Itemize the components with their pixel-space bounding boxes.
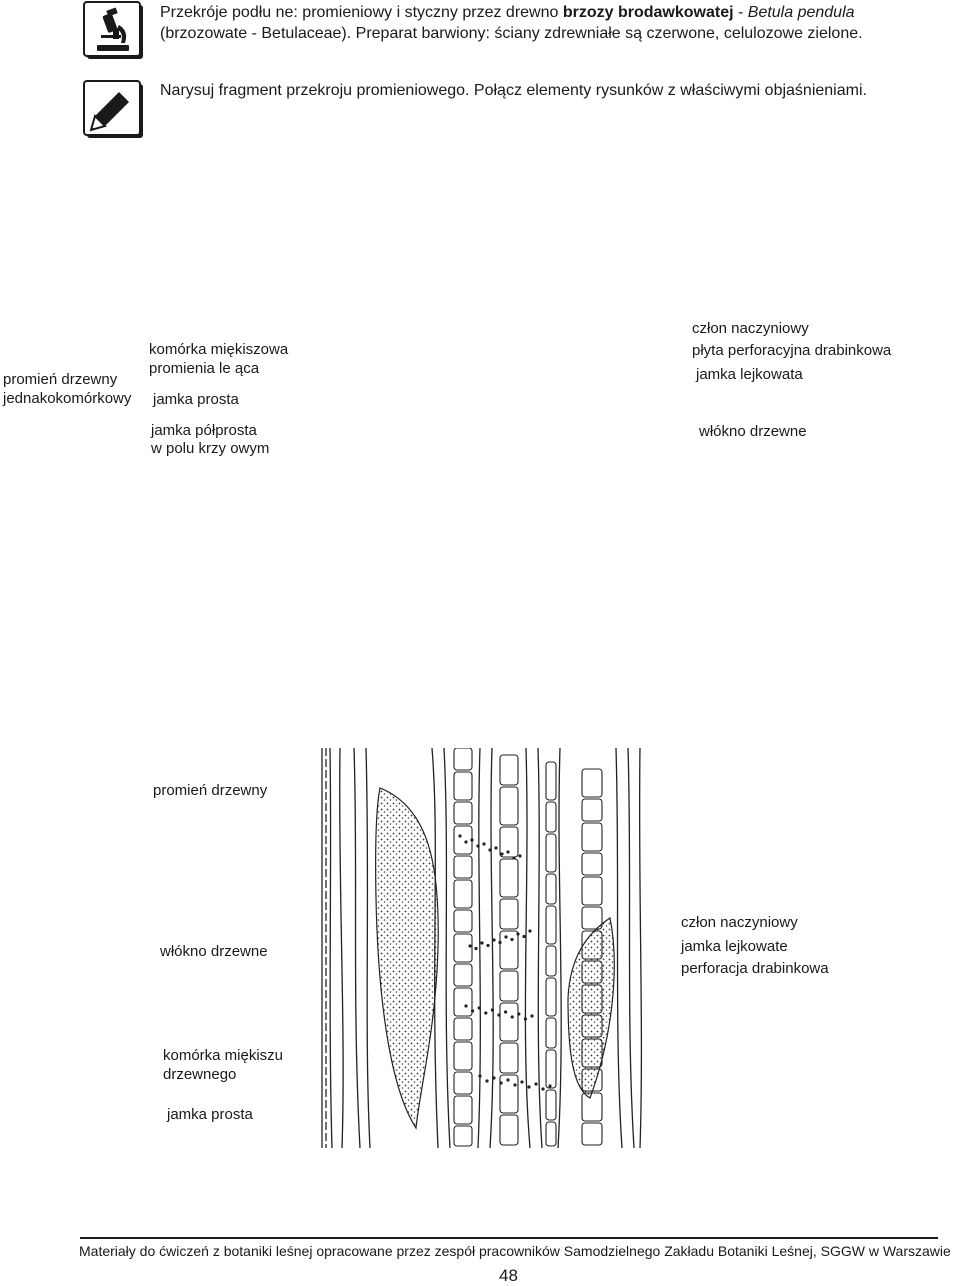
label-scalariform-plate: płyta perforacyjna drabinkowa — [692, 342, 892, 359]
ray-cell — [454, 1126, 472, 1146]
pit-bead — [464, 1004, 467, 1007]
ray-cell — [454, 1072, 472, 1094]
label-lower-fiber: włókno drzewne — [160, 943, 268, 960]
pit-bead — [512, 856, 515, 859]
footer-rule — [80, 1237, 938, 1239]
pit-bead — [504, 1010, 507, 1013]
pit-bead — [506, 850, 509, 853]
ray-cell — [454, 934, 472, 962]
intro-line2: (brzozowate - Betulaceae). Preparat barwiony: ściany zdrewniałe są czerwone, celulozowe zielone. — [160, 25, 863, 42]
pit-bead — [474, 947, 477, 950]
label-parenchyma-line1: komórka miękiszowa — [149, 341, 289, 358]
ray-cell — [454, 772, 472, 800]
pit-bead — [527, 1085, 530, 1088]
pit-bead — [530, 1014, 533, 1017]
pit-bead — [458, 834, 461, 837]
pit-bead — [517, 1012, 520, 1015]
ray-cell — [582, 823, 602, 851]
pit-bead — [484, 1011, 487, 1014]
pit-bead — [522, 935, 525, 938]
pit-bead — [500, 852, 503, 855]
ray-cell — [582, 1093, 602, 1121]
pit-bead — [485, 1079, 488, 1082]
intro-part2: - — [733, 4, 748, 21]
ray-cell — [582, 853, 602, 875]
ray-cell — [454, 988, 472, 1016]
ray-cell — [500, 1043, 518, 1073]
pit-bead — [482, 842, 485, 845]
ray-cell — [546, 1018, 556, 1048]
pit-bead — [504, 935, 507, 938]
label-lower-ray: promień drzewny — [153, 782, 268, 799]
pit-bead — [471, 1009, 474, 1012]
ray-cell — [500, 899, 518, 929]
pit-bead — [480, 941, 483, 944]
ray-cell — [546, 874, 556, 904]
ray-cell — [546, 834, 556, 872]
ray-cell — [546, 946, 556, 976]
ray-cell — [582, 907, 602, 929]
ray-cell — [454, 856, 472, 878]
ray-cell — [454, 1018, 472, 1040]
ray-cell — [546, 1090, 556, 1120]
task-instruction: Narysuj fragment przekroju promieniowego. Połącz elementy rysunków z właściwymi objaśnieniami. — [160, 82, 867, 99]
ray-cell — [500, 1003, 518, 1041]
pit-bead — [511, 1015, 514, 1018]
label-ray-line1: promień drzewny — [3, 371, 118, 388]
pit-bead — [464, 840, 467, 843]
pit-bead — [499, 1081, 502, 1084]
pit-bead — [497, 1013, 500, 1016]
wood-section-drawing — [320, 748, 646, 1148]
ray-cell — [454, 826, 472, 854]
pit-bead — [520, 1080, 523, 1083]
label-ray-line2: jednakokomórkowy — [3, 390, 132, 407]
label-lower-vessel-member: człon naczyniowy — [681, 914, 798, 931]
ray-cell — [454, 802, 472, 824]
pit-bead — [468, 944, 471, 947]
ray-cell — [500, 931, 518, 969]
pit-bead — [506, 1078, 509, 1081]
intro-part1: Przekróje podłu ne: promieniowy i styczny przez drewno — [160, 4, 563, 21]
label-wood-fiber: włókno drzewne — [699, 423, 807, 440]
ray-cell — [454, 748, 472, 770]
label-half-pit-line2: w polu krzy owym — [151, 440, 270, 457]
pit-bead — [528, 929, 531, 932]
pit-bead — [492, 1076, 495, 1079]
ray-cell — [546, 802, 556, 832]
pit-bead — [510, 938, 513, 941]
page-number: 48 — [499, 1266, 518, 1285]
species-latin-name: Betula pendula — [747, 4, 855, 21]
intro-text — [160, 2, 950, 44]
ray-cell — [454, 1042, 472, 1070]
ray-cell — [546, 1122, 556, 1146]
ray-cell — [500, 787, 518, 825]
pit-bead — [541, 1087, 544, 1090]
ray-cell — [546, 762, 556, 800]
ray-cell — [546, 906, 556, 944]
ray-cell — [500, 755, 518, 785]
label-lower-perforation: perforacja drabinkowa — [681, 960, 829, 977]
pit-bead — [476, 844, 479, 847]
label-parenchyma-line2: promienia le ąca — [149, 360, 260, 377]
ray-cell — [500, 971, 518, 1001]
pit-bead — [488, 848, 491, 851]
pit-bead — [486, 944, 489, 947]
ray-cell — [500, 859, 518, 897]
microscope-icon — [83, 1, 145, 61]
pit-bead — [498, 941, 501, 944]
ray-cell — [454, 1096, 472, 1124]
species-common-name: brzozy brodawkowatej — [562, 4, 734, 21]
ray-cell — [500, 1115, 518, 1145]
footer-text: Materiały do ćwiczeń z botaniki leśnej opracowane przez zespół pracowników Samodzielnego Zakładu Botaniki Leśnej, SGGW w Warszawie — [79, 1243, 951, 1259]
ray-cell — [582, 769, 602, 797]
pit-bead — [518, 854, 521, 857]
ray-cell — [454, 880, 472, 908]
pit-bead — [492, 938, 495, 941]
ray-cell — [546, 978, 556, 1016]
pit-bead — [534, 1082, 537, 1085]
label-vessel-member: człon naczyniowy — [692, 320, 809, 337]
label-lower-bordered-pits: jamka lejkowate — [681, 938, 788, 955]
pit-bead — [548, 1084, 551, 1087]
ray-cell — [454, 910, 472, 932]
ray-cell — [546, 1050, 556, 1088]
ray-cell — [582, 877, 602, 905]
pencil-icon — [83, 80, 145, 140]
label-lower-parenchyma-line1: komórka miękiszu — [163, 1047, 284, 1064]
pit-bead — [494, 846, 497, 849]
ray-cell — [454, 964, 472, 986]
pit-bead — [470, 838, 473, 841]
label-half-pit-line1: jamka półprosta — [151, 422, 257, 439]
label-lower-simple-pit: jamka prosta — [167, 1106, 253, 1123]
pit-bead — [513, 1083, 516, 1086]
pit-bead — [478, 1006, 481, 1009]
label-simple-pit: jamka prosta — [153, 391, 239, 408]
label-bordered-pit: jamka lejkowata — [696, 366, 803, 383]
label-lower-parenchyma-line2: drzewnego — [163, 1066, 237, 1083]
pit-bead — [491, 1008, 494, 1011]
ray-cell — [582, 1123, 602, 1145]
pit-bead — [478, 1074, 481, 1077]
ray-cell — [582, 799, 602, 821]
pit-bead — [524, 1017, 527, 1020]
pit-bead — [516, 932, 519, 935]
